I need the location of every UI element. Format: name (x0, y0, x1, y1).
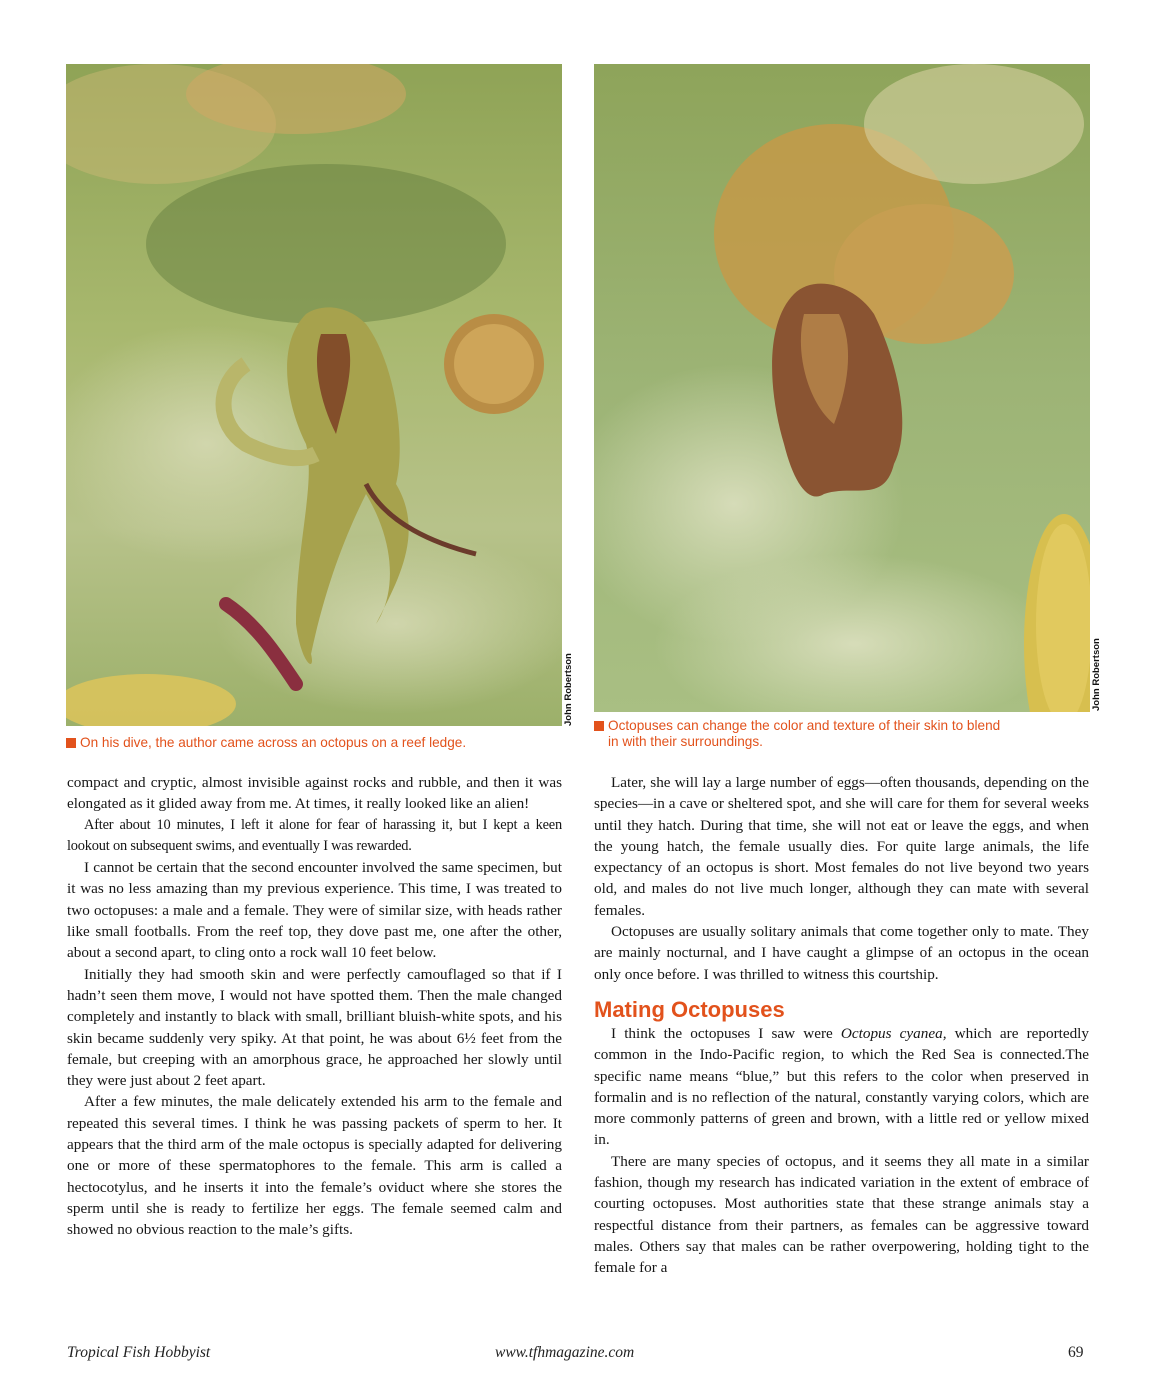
paragraph: I cannot be certain that the second encounter involved the same specimen, but it was no less amazing than my previous experience. This time, I was treated to two octopuses: a male and a female. They were of similar size, with heads rather like small footballs. From the reef top, they dove past me, one after the other, about a second apart, to cling onto a rock wall 10 feet below. (67, 859, 562, 962)
caption-left (66, 735, 562, 751)
article-column-right (594, 772, 1089, 1279)
photo-illustration (594, 64, 1090, 712)
photo-credit-left: John Robertson (563, 653, 574, 726)
paragraph-text: which are reportedly common in the Indo-Pacific region, to which the Red Sea is connected.The specific name means “blue,” but this refers to the color when preserved in formalin and is no reflection of the natural, constantly varying colors, which are more commonly patterns of green and brown, with a little red or yellow mixed in. (594, 1024, 1089, 1149)
photo-octopus-reef-ledge (66, 64, 562, 726)
photo-illustration (66, 64, 562, 726)
caption-bullet (594, 721, 604, 731)
paragraph: After a few minutes, the male delicately extended his arm to the female and repeated this several times. I think he was passing packets of sperm to her. It appears that the third arm of the male octopus is specially adapted for delivering one or more of these spermatophores to the female. This arm is called a hectocotylus, and he inserts it into the female’s oviduct where she stores the sperm until she is ready to fertilize her eggs. The female seemed calm and showed no obvious reaction to the male’s gifts. (67, 1093, 562, 1239)
species-name: Octopus cyanea, (840, 1024, 947, 1042)
paragraph: There are many species of octopus, and it seems they all mate in a similar fashion, though my research has indicated variation in the extent of embrace of courting octopuses. Most authorities state that these strange animals stay a respectful distance from their partners, as females can be aggressive toward males. Others say that males can be rather overpowering, holding tight to the female for a (594, 1152, 1089, 1277)
paragraph: Initially they had smooth skin and were perfectly camouflaged so that if I hadn’t seen them move, I would not have spotted them. Then the male changed completely and instantly to black with small, brilliant bluish-white spots, and his skin became suddenly very spiky. At that point, he was about 6½ feet from the female, but creeping with an amorphous grace, he approached her slowly until they were just about 2 feet apart. (67, 965, 562, 1090)
paragraph: After about 10 minutes, I left it alone for fear of harassing it, but I kept a keen lookout on subsequent swims, and eventually I was rewarded. (67, 816, 562, 854)
caption-right-line2: in with their surroundings. (608, 734, 763, 749)
paragraph: compact and cryptic, almost invisible against rocks and rubble, and then it was elongated as it glided away from me. At times, it really looked like an alien! (67, 774, 562, 813)
paragraph-text: I think the octopuses I saw were (611, 1024, 841, 1042)
footer-url[interactable]: www.tfhmagazine.com (495, 1344, 635, 1361)
caption-right (594, 718, 1094, 750)
footer-magazine-name: Tropical Fish Hobbyist (67, 1344, 211, 1361)
caption-right-line1: Octopuses can change the color and texture of their skin to blend (608, 718, 1001, 733)
paragraph (594, 1023, 1089, 1151)
paragraph: Octopuses are usually solitary animals that come together only to mate. They are mainly nocturnal, and I have caught a glimpse of an octopus in the ocean only once before. I was thrilled to witness this courtship. (594, 923, 1089, 983)
photo-credit-right: John Robertson (1091, 638, 1102, 711)
caption-bullet (66, 738, 76, 748)
article-column-left (67, 772, 562, 1241)
photo-octopus-camouflage (594, 64, 1090, 712)
section-heading: Mating Octopuses (594, 996, 785, 1022)
paragraph: Later, she will lay a large number of eggs—often thousands, depending on the species—in a cave or sheltered spot, and she will care for them for several weeks until they hatch. During that time, she will not eat or leave the eggs, and when the young hatch, the female usually dies. For quite large animals, the life expectancy of an octopus is short. Most females do not live beyond two years old, and males do not live much longer, although they can mate with several females. (594, 774, 1089, 919)
page-number: 69 (1068, 1344, 1084, 1361)
caption-left-text: On his dive, the author came across an octopus on a reef ledge. (80, 735, 467, 750)
